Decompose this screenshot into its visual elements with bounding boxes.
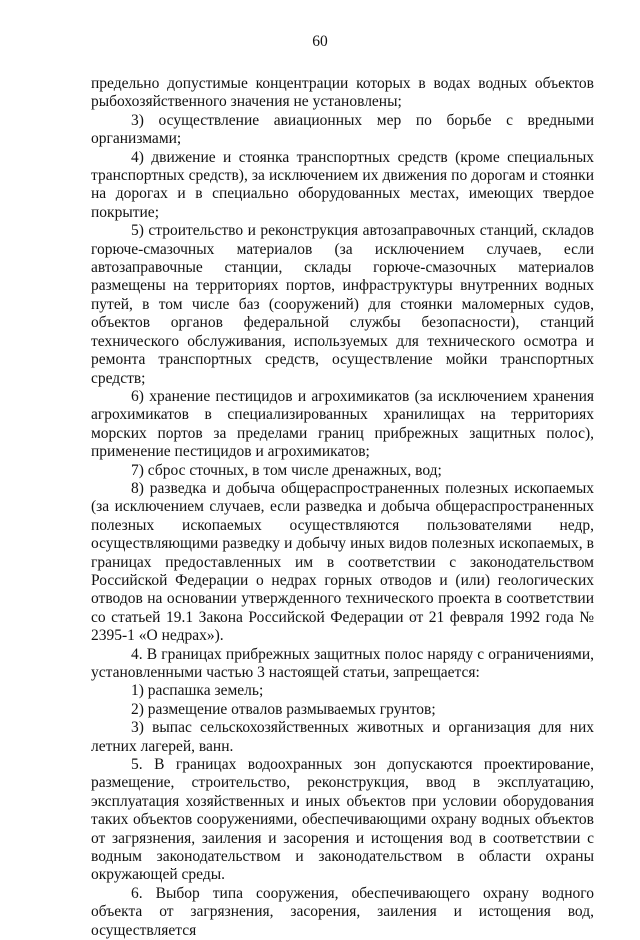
paragraph-continuation: предельно допустимые концентрации которых в водах водных объектов рыбохозяйственного значения не установлены; xyxy=(91,75,594,111)
clause-4-item-1: 1) распашка земель; xyxy=(131,682,264,700)
list-item-6-pesticides: 6) хранение пестицидов и агрохимикатов (за исключением хранения агрохимикатов в специализированных хранилищах на территориях морских портов за пределами границ прибрежных защитных полос), применение пестицидов и агрохимикатов; xyxy=(91,387,594,461)
clause-4-item-2: 2) размещение отвалов размываемых грунтов; xyxy=(131,700,436,718)
page-number: 60 xyxy=(312,33,328,50)
clause-4-protective-strips: 4. В границах прибрежных защитных полос наряду с ограничениями, установленными частью 3 настоящей статьи, запрещается: xyxy=(91,645,594,681)
clause-5-water-protection-zones: 5. В границах водоохранных зон допускаются проектирование, размещение, строительство, реконструкция, ввод в эксплуатацию, эксплуатация хозяйственных и иных объектов при условии оборудования таких объектов сооружениями, обеспечивающими охрану водных объектов от загрязнения, заиления и засорения и истощения вод в соответствии с водным законодательством и законодательством в области охраны окружающей среды. xyxy=(91,756,594,884)
list-item-3-aviation: 3) осуществление авиационных мер по борьбе с вредными организмами; xyxy=(91,111,594,148)
document-body xyxy=(91,75,594,940)
clause-6-structure-choice: 6. Выбор типа сооружения, обеспечивающего охрану водного объекта от загрязнения, засорения, заиления и истощения вод, осуществляется xyxy=(91,884,594,939)
clause-4-item-3: 3) выпас сельскохозяйственных животных и организация для них летних лагерей, ванн. xyxy=(91,719,594,755)
list-item-7-wastewater: 7) сброс сточных, в том числе дренажных, вод; xyxy=(131,461,442,479)
list-item-4-vehicles: 4) движение и стоянка транспортных средств (кроме специальных транспортных средств), за исключением их движения по дорогам и стоянки на дорогах и в специально оборудованных местах, имеющих твердое покрытие; xyxy=(91,148,594,221)
list-item-5-fuel-stations: 5) строительство и реконструкция автозаправочных станций, складов горюче-смазочных материалов (за исключением случаев, если автозаправочные станции, склады горюче-смазочных материалов размещены на территориях портов, инфраструктуры внутренних водных путей, в том числе баз (сооружений) для стоянки маломерных судов, объектов органов федеральной службы безопасности), станций технического обслуживания, используемых для технического осмотра и ремонта транспортных средств, осуществление мойки транспортных средств; xyxy=(91,222,594,387)
list-item-8-mining: 8) разведка и добыча общераспространенных полезных ископаемых (за исключением случаев, если разведка и добыча общераспространенных полезных ископаемых осуществляются пользователями недр, осуществляющими разведку и добычу иных видов полезных ископаемых, в границах предоставленных им в соответствии с законодательством Российской Федерации о недрах горных отводов и (или) геологических отводов на основании утвержденного технического проекта в соответствии со статьей 19.1 Закона Российской Федерации от 21 февраля 1992 года № 2395-1 «О недрах»). xyxy=(91,479,594,645)
